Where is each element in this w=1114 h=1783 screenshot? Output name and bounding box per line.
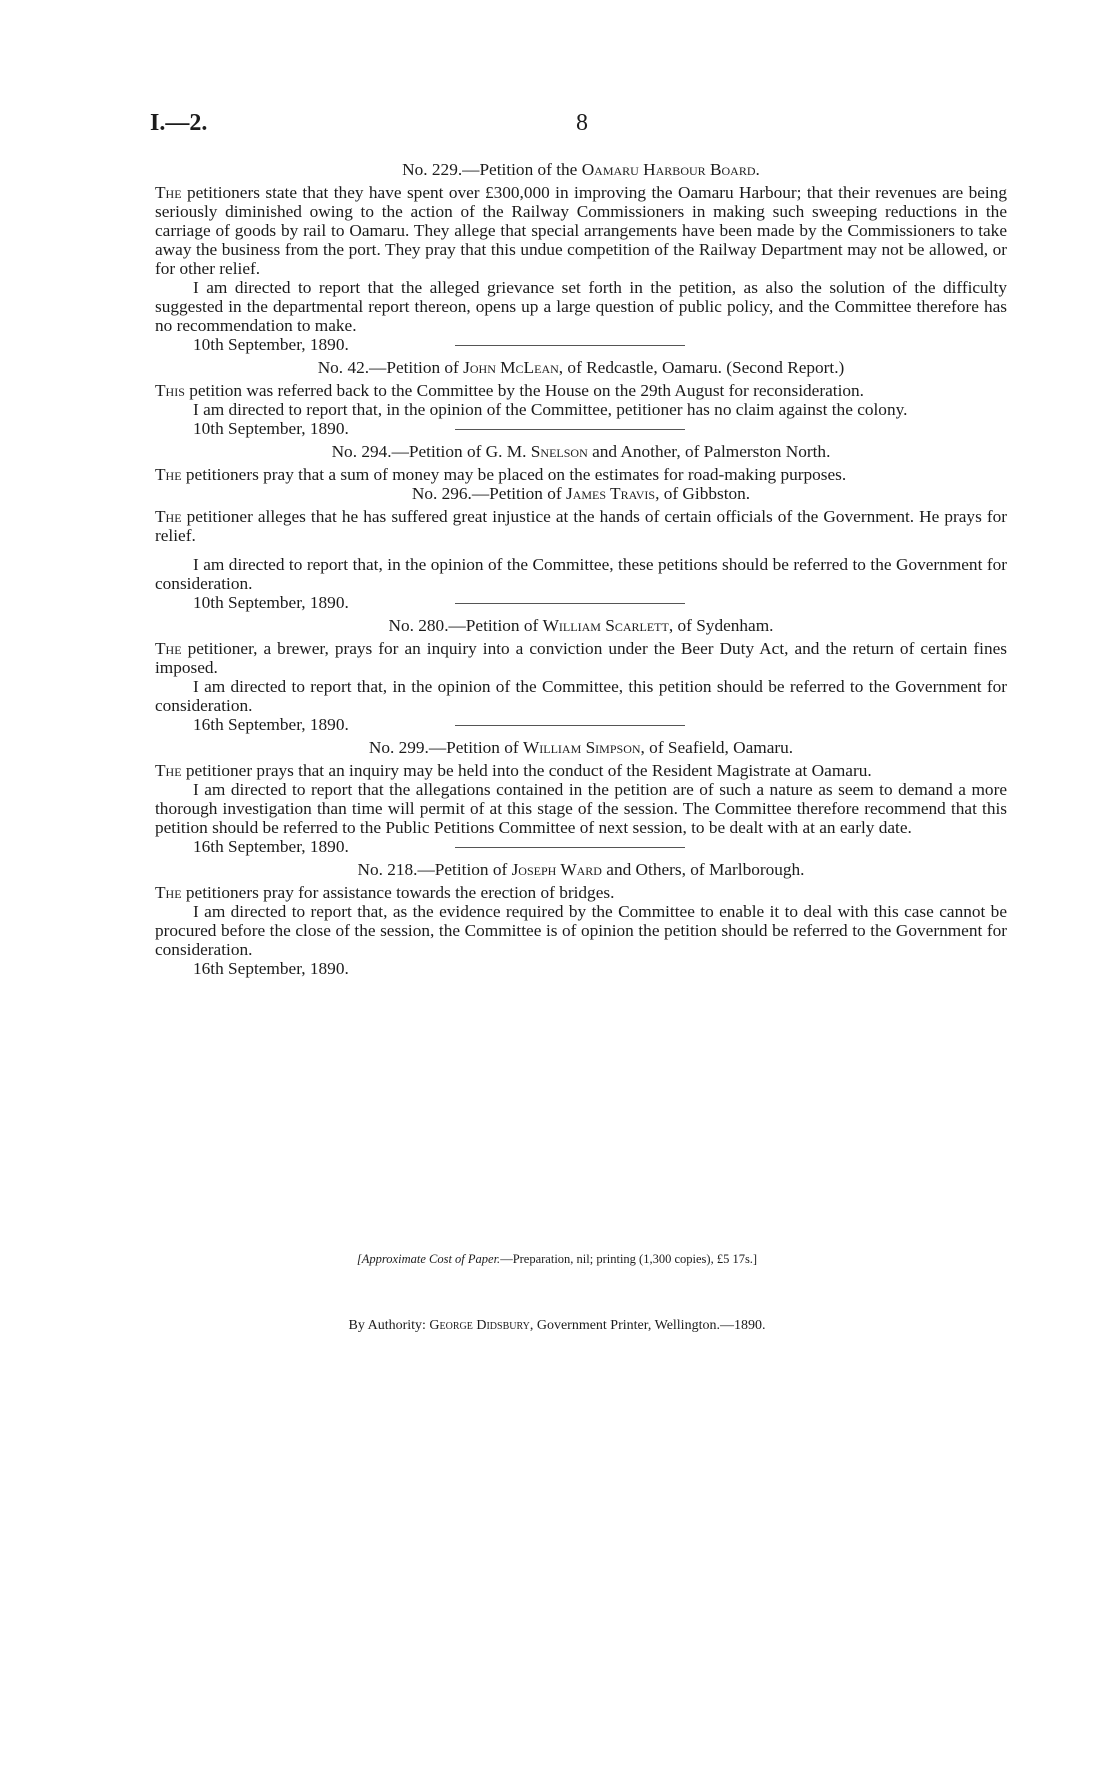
heading-text: , of Redcastle, Oamaru. (Second Report.) (558, 358, 845, 377)
heading-text: , of Gibbston. (655, 484, 751, 503)
body-paragraph (155, 639, 1007, 677)
authority-suffix: , Government Printer, Wellington.—1890. (529, 1318, 766, 1333)
heading-text: . (755, 160, 760, 179)
body-paragraph (155, 381, 1007, 400)
paragraph-lead: The (155, 761, 182, 780)
heading-name: Snelson (530, 442, 588, 461)
body-paragraph (155, 183, 1007, 278)
paragraph-text: petitioners pray that a sum of money may be placed on the estimates for road-making purposes. (181, 465, 847, 484)
body-paragraph (155, 507, 1007, 545)
section-heading (155, 160, 1007, 179)
paragraph-text: petitioner, a brewer, prays for an inquiry into a conviction under the Beer Duty Act, and the return of certain fines imposed. (155, 639, 1007, 677)
body-paragraph (155, 400, 1007, 419)
section-date: 10th September, 1890. (193, 593, 349, 612)
petition-section (155, 160, 1007, 354)
divider-rule (455, 429, 685, 430)
page-reference: I.—2. (150, 110, 208, 136)
body-paragraph (155, 761, 1007, 780)
paragraph-lead: The (155, 507, 182, 526)
body-paragraph (155, 902, 1007, 959)
paragraph-lead: The (155, 639, 182, 658)
paragraph-text: petitioner prays that an inquiry may be held into the conduct of the Resident Magistrate at Oamaru. (181, 761, 872, 780)
divider-rule (455, 847, 685, 848)
section-heading (155, 442, 1007, 461)
heading-text: , of Sydenham. (668, 616, 774, 635)
section-date: 10th September, 1890. (193, 419, 349, 438)
heading-name: Oamaru Harbour Board (581, 160, 756, 179)
authority-prefix: By Authority: (348, 1318, 430, 1333)
heading-name: James Travis (565, 484, 656, 503)
petition-section (155, 616, 1007, 734)
heading-name: John McLean (463, 358, 559, 377)
section-date: 16th September, 1890. (193, 837, 349, 856)
page-number: 8 (576, 110, 588, 136)
section-heading (155, 860, 1007, 879)
printer-authority (0, 1318, 1114, 1334)
heading-text: and Others, of Marlborough. (601, 860, 805, 879)
heading-text: No. 229.—Petition of the (402, 160, 582, 179)
spacer (155, 545, 1007, 555)
cost-note (0, 1252, 1114, 1267)
section-heading (155, 616, 1007, 635)
paragraph-lead: The (155, 883, 182, 902)
paragraph-text: I am directed to report that the allegations contained in the petition are of such a nature as seem to demand a more thorough investigation than time will permit of at this stage of the session. The Committee therefore recommend that this petition should be referred to the Public Petitions Committee of next session, to be dealt with at an early date. (155, 780, 1007, 837)
paragraph-text: I am directed to report that, in the opinion of the Committee, this petition should be referred to the Government for consideration. (155, 677, 1007, 715)
divider-rule (455, 725, 685, 726)
section-heading (155, 358, 1007, 377)
paragraph-text: petition was referred back to the Committee by the House on the 29th August for reconsideration. (184, 381, 864, 400)
heading-name: Joseph Ward (511, 860, 602, 879)
paragraph-text: petitioners state that they have spent over £300,000 in improving the Oamaru Harbour; that their revenues are being seriously diminished owing to the action of the Railway Commissioners in making such sweeping reductions in the carriage of goods by rail to Oamaru. They allege that special arrangements have been made by the Commissioners to take away the business from the port. They pray that this undue competition of the Railway Department may not be allowed, or for other relief. (155, 183, 1007, 278)
heading-text: No. 280.—Petition of (388, 616, 543, 635)
heading-text: , of Seafield, Oamaru. (640, 738, 794, 757)
paragraph-lead: This (155, 381, 185, 400)
document-body (155, 160, 1007, 978)
heading-text: No. 296.—Petition of (411, 484, 566, 503)
body-paragraph (155, 278, 1007, 335)
body-paragraph (155, 555, 1007, 593)
petition-section (155, 738, 1007, 856)
petition-section (155, 484, 1007, 612)
petition-section (155, 860, 1007, 978)
paragraph-text: petitioner alleges that he has suffered great injustice at the hands of certain officials of the Government. He prays for relief. (155, 507, 1007, 545)
paragraph-text: petitioners pray for assistance towards the erection of bridges. (181, 883, 615, 902)
body-paragraph (155, 883, 1007, 902)
petition-section (155, 358, 1007, 438)
petition-section (155, 442, 1007, 484)
paragraph-text: I am directed to report that, in the opinion of the Committee, petitioner has no claim against the colony. (193, 400, 908, 419)
heading-text: and Another, of Palmerston North. (587, 442, 831, 461)
body-paragraph (155, 780, 1007, 837)
heading-text: No. 299.—Petition of (368, 738, 523, 757)
section-heading (155, 484, 1007, 503)
section-date: 16th September, 1890. (193, 715, 349, 734)
paragraph-lead: The (155, 465, 182, 484)
heading-text: No. 218.—Petition of (357, 860, 512, 879)
paragraph-text: I am directed to report that, as the evidence required by the Committee to enable it to deal with this case cannot be procured before the close of the session, the Committee is of opinion the petition should be referred to the Government for consideration. (155, 902, 1007, 959)
heading-text: No. 42.—Petition of (317, 358, 464, 377)
paragraph-text: I am directed to report that, in the opinion of the Committee, these petitions should be referred to the Government for consideration. (155, 555, 1007, 593)
section-date: 16th September, 1890. (193, 959, 349, 978)
paragraph-lead: The (155, 183, 182, 202)
printer-name: George Didsbury (429, 1318, 530, 1333)
cost-label: [Approximate Cost of Paper. (356, 1252, 501, 1266)
body-paragraph (155, 677, 1007, 715)
divider-rule (455, 345, 685, 346)
section-date: 10th September, 1890. (193, 335, 349, 354)
body-paragraph (155, 465, 1007, 484)
heading-name: William Simpson (522, 738, 641, 757)
cost-text: —Preparation, nil; printing (1,300 copies), £5 17s.] (500, 1252, 758, 1266)
paragraph-text: I am directed to report that the alleged grievance set forth in the petition, as also the solution of the difficulty suggested in the departmental report thereon, opens up a large question of public policy, and the Committee therefore has no recommendation to make. (155, 278, 1007, 335)
divider-rule (455, 603, 685, 604)
section-heading (155, 738, 1007, 757)
heading-text: No. 294.—Petition of G. M. (331, 442, 531, 461)
heading-name: William Scarlett (542, 616, 669, 635)
